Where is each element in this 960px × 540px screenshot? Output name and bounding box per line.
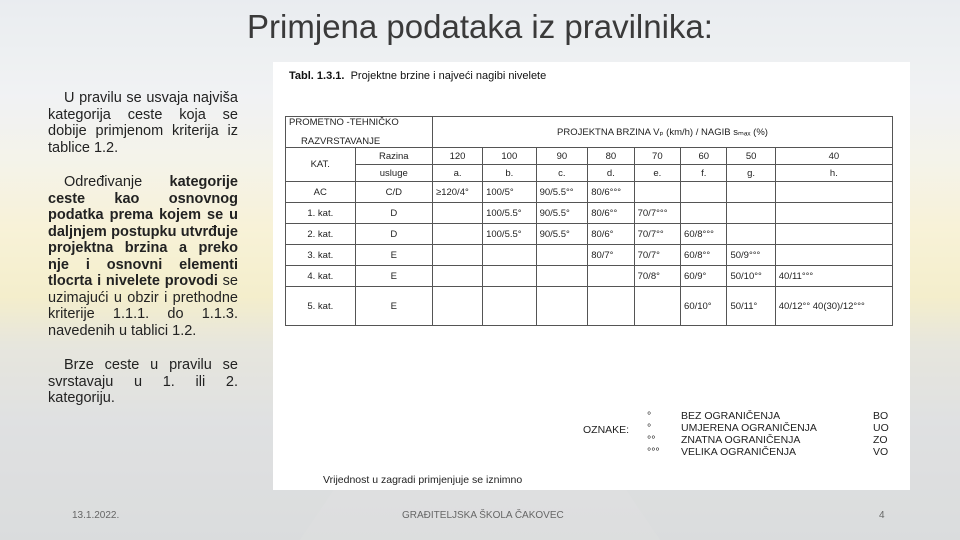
kat-cell: 5. kat. <box>286 287 356 326</box>
letter-cell: d. <box>588 165 634 182</box>
paragraph-2-end: se uzimajući u obzir i prethodne kriterije 1.1.1. do 1.1.3. navedenih u tablici 1.2. <box>48 273 238 339</box>
speed-gradient-table <box>285 116 893 326</box>
value-cell: 100/5.5° <box>483 224 536 245</box>
table-row <box>286 245 893 266</box>
value-cell: 70/7°° <box>634 224 680 245</box>
table-row <box>286 224 893 245</box>
value-cell <box>775 203 892 224</box>
header-brzina: PROJEKTNA BRZINA Vₚ (km/h) / NAGIB sₘₐₓ (%) <box>432 117 892 148</box>
legend-abbr: ZO <box>873 434 888 446</box>
legend-text: VELIKA OGRANIČENJA <box>681 446 796 458</box>
paragraph-2 <box>48 174 238 339</box>
value-cell: 60/9° <box>681 266 727 287</box>
value-cell: 70/7°°° <box>634 203 680 224</box>
value-cell <box>536 266 588 287</box>
value-cell <box>432 266 482 287</box>
table-row <box>286 203 893 224</box>
value-cell <box>432 245 482 266</box>
razina-cell: E <box>355 266 432 287</box>
footer-date: 13.1.2022. <box>72 510 120 521</box>
value-cell <box>727 203 775 224</box>
speed-cell: 50 <box>727 148 775 165</box>
table-caption <box>289 70 546 82</box>
value-cell <box>432 287 482 326</box>
value-cell: 80/6° <box>588 224 634 245</box>
value-cell: 100/5.5° <box>483 203 536 224</box>
letter-cell: a. <box>432 165 482 182</box>
footer-school: GRAĐITELJSKA ŠKOLA ČAKOVEC <box>402 510 564 521</box>
letter-cell: g. <box>727 165 775 182</box>
value-cell: 50/10°° <box>727 266 775 287</box>
header-promet: PROMETNO -TEHNIČKO <box>289 117 399 128</box>
value-cell <box>483 287 536 326</box>
paragraph-1: U pravilu se usvaja najviša kategorija ceste koja se dobije primjenom kriterija iz tablice 1.2. <box>48 90 238 156</box>
value-cell <box>681 182 727 203</box>
razina-cell: E <box>355 287 432 326</box>
value-cell <box>483 245 536 266</box>
speed-cell: 90 <box>536 148 588 165</box>
letter-cell: c. <box>536 165 588 182</box>
kat-cell: AC <box>286 182 356 203</box>
table-caption-number: Tabl. 1.3.1. <box>289 70 345 82</box>
legend-symbol: ° <box>647 410 652 422</box>
table-caption-title: Projektne brzine i najveći nagibi nivelete <box>350 70 547 82</box>
kat-cell: 3. kat. <box>286 245 356 266</box>
speed-cell: 60 <box>681 148 727 165</box>
value-cell: 90/5.5° <box>536 203 588 224</box>
value-cell: 60/8°°° <box>681 224 727 245</box>
value-cell <box>681 203 727 224</box>
value-cell <box>432 203 482 224</box>
value-cell: 70/8° <box>634 266 680 287</box>
legend-text: ZNATNA OGRANIČENJA <box>681 434 801 446</box>
razina-cell: D <box>355 224 432 245</box>
header-classification <box>286 117 433 148</box>
header-razvrstavanje: RAZVRSTAVANJE <box>301 136 381 147</box>
value-cell <box>536 287 588 326</box>
kat-cell: 1. kat. <box>286 203 356 224</box>
value-cell: 40/11°°° <box>775 266 892 287</box>
razina-cell: C/D <box>355 182 432 203</box>
table-row <box>286 182 893 203</box>
value-cell: ≥120/4° <box>432 182 482 203</box>
value-cell: 70/7° <box>634 245 680 266</box>
slide-title: Primjena podataka iz pravilnika: <box>247 8 713 45</box>
legend-abbr: VO <box>873 446 889 458</box>
speed-cell: 80 <box>588 148 634 165</box>
value-cell: 60/10° <box>681 287 727 326</box>
value-cell: 90/5.5° <box>536 224 588 245</box>
header-usluge: usluge <box>355 165 432 182</box>
legend-symbol: ° <box>647 422 652 434</box>
speed-cell: 70 <box>634 148 680 165</box>
table-row <box>286 287 893 326</box>
value-cell <box>775 224 892 245</box>
speed-cell: 120 <box>432 148 482 165</box>
value-cell <box>775 182 892 203</box>
value-cell: 50/9°°° <box>727 245 775 266</box>
paragraph-3: Brze ceste u pravilu se svrstavaju u 1. ili 2. kategoriju. <box>48 357 238 406</box>
value-cell: 80/6°° <box>588 203 634 224</box>
value-cell <box>727 224 775 245</box>
paragraph-2-bold: kategorije ceste kao osnovnog podatka prema kojem se u daljnjem postupku utvrđuje projektna brzina a preko nje i osnovni elementi tlocrta i nivelete provodi <box>48 174 238 289</box>
legend-label: OZNAKE: <box>583 424 630 436</box>
value-cell <box>588 287 634 326</box>
value-cell: 100/5° <box>483 182 536 203</box>
left-text-column <box>48 90 238 425</box>
value-cell <box>727 182 775 203</box>
value-cell <box>634 182 680 203</box>
legend-text: UMJERENA OGRANIČENJA <box>681 422 817 434</box>
value-cell: 40/12°° 40(30)/12°°° <box>775 287 892 326</box>
legend-symbol: °°° <box>647 446 660 458</box>
value-cell <box>775 245 892 266</box>
value-cell <box>536 245 588 266</box>
letter-cell: h. <box>775 165 892 182</box>
value-cell: 60/8°° <box>681 245 727 266</box>
letter-cell: f. <box>681 165 727 182</box>
letter-cell: e. <box>634 165 680 182</box>
letter-cell: b. <box>483 165 536 182</box>
value-cell <box>634 287 680 326</box>
value-cell: 80/7° <box>588 245 634 266</box>
value-cell: 80/6°°° <box>588 182 634 203</box>
speed-cell: 100 <box>483 148 536 165</box>
legend-text: BEZ OGRANIČENJA <box>681 410 781 422</box>
legend-symbol: °° <box>647 434 656 446</box>
header-razina: Razina <box>355 148 432 165</box>
table-note: Vrijednost u zagradi primjenjuje se iznimno <box>323 474 523 486</box>
table-image-panel <box>273 62 910 490</box>
value-cell <box>588 266 634 287</box>
value-cell <box>483 266 536 287</box>
value-cell: 50/11° <box>727 287 775 326</box>
razina-cell: E <box>355 245 432 266</box>
paragraph-2-start: Određivanje <box>64 174 170 190</box>
razina-cell: D <box>355 203 432 224</box>
header-kat: KAT. <box>286 148 356 182</box>
value-cell <box>432 224 482 245</box>
kat-cell: 2. kat. <box>286 224 356 245</box>
legend-row <box>647 446 903 458</box>
speed-cell: 40 <box>775 148 892 165</box>
table-row <box>286 266 893 287</box>
value-cell: 90/5.5°° <box>536 182 588 203</box>
footer-page-number: 4 <box>879 510 885 521</box>
legend-row <box>647 410 903 422</box>
legend-abbr: UO <box>873 422 889 434</box>
legend-row <box>647 422 903 434</box>
legend-row <box>647 434 903 446</box>
kat-cell: 4. kat. <box>286 266 356 287</box>
legend-abbr: BO <box>873 410 889 422</box>
